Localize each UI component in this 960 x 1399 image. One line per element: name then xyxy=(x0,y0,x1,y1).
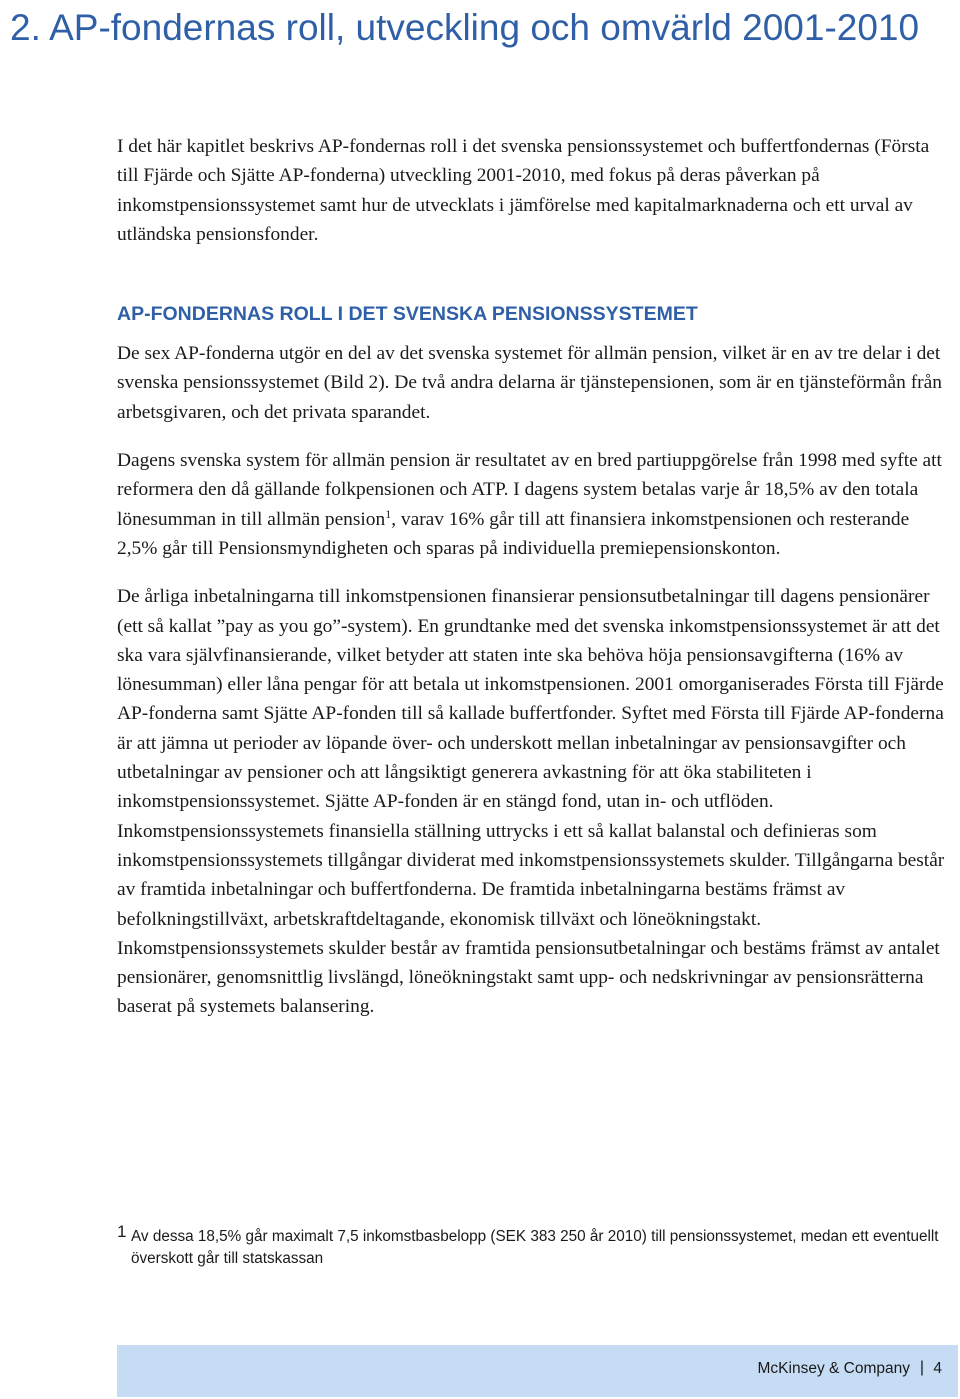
footnote xyxy=(117,1222,947,1270)
footer-company-name: McKinsey & Company xyxy=(757,1360,910,1377)
paragraph-2 xyxy=(117,446,945,563)
footnote-number: 1 xyxy=(117,1222,127,1241)
document-body xyxy=(117,132,945,1022)
footnote-reference[interactable]: 1 xyxy=(385,506,392,521)
paragraph-3: De årliga inbetalningarna till inkomstpensionen finansierar pensionsutbetalningar till dagens pensionärer (ett så kallat ”pay as you go”-system). En grundtanke med det svenska inkomstpensionssystemet är att det ska vara självfinansierande, vilket betyder att staten inte ska behöva höja pensionsavgifterna (16% av lönesumman) eller låna pengar för att betala ut inkomstpensionen. 2001 omorganiserades Första till Fjärde AP-fonderna samt Sjätte AP-fonden till så kallade buffertfonder. Syftet med Första till Fjärde AP-fonderna är att jämna ut perioder av löpande över- och underskott mellan inbetalningar av pensionsavgifter och utbetalningar av pensioner och att långsiktigt generera avkastning för att öka stabiliteten i inkomstpensionssystemet. Sjätte AP-fonden är en stängd fond, utan in- och utflöden. Inkomstpensionssystemets finansiella ställning uttrycks i ett så kallat balanstal och definieras som inkomstpensionssystemets tillgångar dividerat med inkomstpensionssystemets skulder. Tillgångarna består av framtida inbetalningar och buffertfonderna. De framtida inbetalningarna bestäms främst av befolkningstillväxt, arbetskraftdeltagande, ekonomisk tillväxt och löneökningstakt. xyxy=(117,586,945,930)
page-title: 2. AP-fondernas roll, utveckling och omvärld 2001-2010 xyxy=(10,7,920,48)
footer-separator: | xyxy=(919,1359,924,1376)
paragraph-1: De sex AP-fonderna utgör en del av det svenska systemet för allmän pension, vilket är en av tre delar i det svenska pensionssystemet (Bild 2). De två andra delarna är tjänstepensionen, som är en tjänsteförmån från arbetsgivaren, och det privata sparandet. xyxy=(117,343,942,423)
paragraph-2-text-end: , varav 16% går till att finansiera inkomstpensionen och resterande 2,5% går till Pensionsmyndigheten och sparas på individuella premiepensionskonton. xyxy=(117,508,910,559)
intro-paragraph: I det här kapitlet beskrivs AP-fondernas roll i det svenska pensionssystemet och buffertfondernas (Första till Fjärde och Sjätte AP-fonderna) utveckling 2001-2010, med fokus på deras påverkan på inkomstpensionssystemet samt hur de utvecklats i jämförelse med kapitalmarknaderna och ett urval av utländska pensionsfonder. xyxy=(117,136,930,245)
section-heading: AP-FONDERNAS ROLL I DET SVENSKA PENSIONSSYSTEMET xyxy=(117,303,698,326)
paragraph-2-text-start: Dagens svenska system för allmän pension är resultatet av en bred partiuppgörelse från 1998 med syfte att reformera den då gällande folkpensionen och ATP. I dagens system betalas varje år 18,5% av den totala lönesumman in till allmän pension xyxy=(117,450,942,530)
footer-band xyxy=(117,1345,958,1397)
footnote-text: Av dessa 18,5% går maximalt 7,5 inkomstbasbelopp (SEK 383 250 år 2010) till pensionssystemet, medan ett eventuellt överskott går till statskassan xyxy=(131,1228,939,1267)
page-number: 4 xyxy=(933,1360,942,1377)
paragraph-4: Inkomstpensionssystemets skulder består av framtida pensionsutbetalningar och bestäms främst av antalet pensionärer, genomsnittlig livslängd, löneökningstakt samt upp- och nedskrivningar av pensionsrätterna baserat på systemets balansering. xyxy=(117,937,940,1018)
